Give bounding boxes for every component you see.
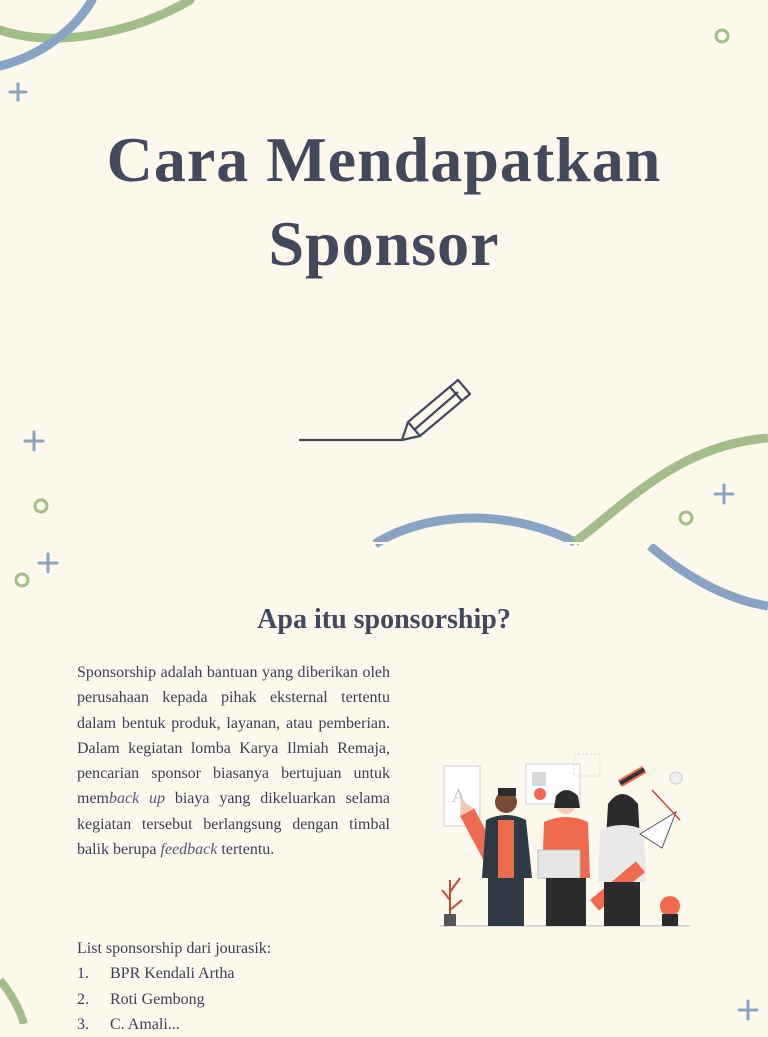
team-illustration <box>440 750 690 932</box>
list-item <box>77 1012 397 1037</box>
sponsor-list <box>77 961 397 1037</box>
circle-icon <box>35 500 47 512</box>
paragraph-text-1: Sponsorship adalah bantuan yang diberikan oleh perusahaan kepada pihak eksternal tertentu dalam bentuk produk, layanan, atau pemberian. Dalam kegiatan lomba Karya Ilmiah Remaja, pencarian sponsor biasanya bertujuan untuk mem <box>77 664 390 808</box>
circle-icon <box>716 30 728 42</box>
list-item <box>77 987 397 1012</box>
paragraph-text-3: tertentu. <box>217 841 275 859</box>
list-item-number: 1. <box>77 965 89 983</box>
plus-icon <box>715 485 733 503</box>
slide-divider <box>0 542 768 544</box>
paragraph-italic-1: back up <box>109 790 166 808</box>
page-title <box>0 118 768 286</box>
list-item-number: 2. <box>77 990 89 1008</box>
pencil-icon <box>299 380 470 440</box>
plus-icon <box>739 1001 757 1019</box>
paragraph-text-2: biaya yang dikeluarkan selama kegiatan tersebut berlangsung dengan timbal balik berupa <box>77 790 391 859</box>
list-item-label: C. Amali... <box>110 1015 180 1033</box>
circle-icon <box>680 512 692 524</box>
plus-icon <box>25 432 43 450</box>
plus-icon <box>39 554 57 572</box>
body-paragraph <box>77 660 390 862</box>
paragraph-italic-2: feedback <box>160 841 218 859</box>
list-item-label: BPR Kendali Artha <box>110 965 235 983</box>
section-heading: Apa itu sponsorship? <box>257 604 511 635</box>
list-item-label: Roti Gembong <box>110 990 205 1008</box>
list-title: List sponsorship dari jourasik: <box>77 940 272 957</box>
list-item <box>77 961 397 986</box>
circle-icon <box>16 574 28 586</box>
plus-icon <box>10 84 26 100</box>
list-item-number: 3. <box>77 1015 89 1033</box>
title-line-1: Cara Mendapatkan <box>106 124 662 195</box>
svg-text:A: A <box>452 786 465 807</box>
sponsor-list-block <box>77 936 397 1037</box>
title-line-2: Sponsor <box>268 208 500 279</box>
